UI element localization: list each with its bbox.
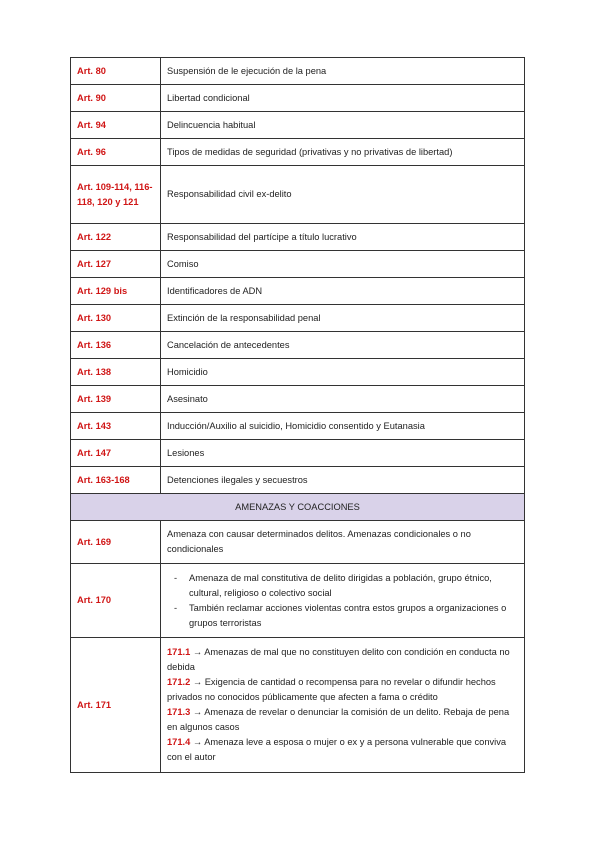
article-number: Art. 130 bbox=[71, 305, 161, 332]
table-row bbox=[71, 251, 525, 278]
article-description bbox=[161, 638, 525, 773]
article-description: Extinción de la responsabilidad penal bbox=[161, 305, 525, 332]
article-number: Art. 96 bbox=[71, 139, 161, 166]
table-row bbox=[71, 413, 525, 440]
table-row bbox=[71, 58, 525, 85]
subarticle-number: 171.1 bbox=[167, 647, 191, 657]
article-description: Cancelación de antecedentes bbox=[161, 332, 525, 359]
article-number: Art. 94 bbox=[71, 112, 161, 139]
table-row bbox=[71, 112, 525, 139]
table-row bbox=[71, 166, 525, 224]
table-row bbox=[71, 139, 525, 166]
article-description bbox=[161, 564, 525, 638]
table-row bbox=[71, 386, 525, 413]
subarticle-number: 171.2 bbox=[167, 677, 191, 687]
table-row bbox=[71, 467, 525, 494]
table-row bbox=[71, 278, 525, 305]
subarticle bbox=[167, 705, 518, 735]
article-number: Art. 122 bbox=[71, 224, 161, 251]
article-description: Responsabilidad civil ex-delito bbox=[161, 166, 525, 224]
article-number: Art. 169 bbox=[71, 521, 161, 564]
subarticle-text: → Amenaza de revelar o denunciar la comisión de un delito. Rebaja de pena en algunos casos bbox=[167, 707, 510, 732]
article-description: Lesiones bbox=[161, 440, 525, 467]
article-description: Libertad condicional bbox=[161, 85, 525, 112]
article-number: Art. 80 bbox=[71, 58, 161, 85]
subarticle-number: 171.3 bbox=[167, 707, 191, 717]
section-header-row bbox=[71, 494, 525, 521]
article-number: Art. 90 bbox=[71, 85, 161, 112]
table-row bbox=[71, 332, 525, 359]
article-description: Identificadores de ADN bbox=[161, 278, 525, 305]
articles-table bbox=[70, 57, 525, 773]
table-row bbox=[71, 359, 525, 386]
table-row bbox=[71, 564, 525, 638]
article-number: Art. 129 bis bbox=[71, 278, 161, 305]
subarticle-text: → Exigencia de cantidad o recompensa para no revelar o difundir hechos privados no conocidos públicamente que afecten a fama o crédito bbox=[167, 677, 496, 702]
subarticle bbox=[167, 675, 518, 705]
article-description: Suspensión de le ejecución de la pena bbox=[161, 58, 525, 85]
table-row bbox=[71, 85, 525, 112]
article-number: Art. 127 bbox=[71, 251, 161, 278]
article-number: Art. 136 bbox=[71, 332, 161, 359]
table-row bbox=[71, 638, 525, 773]
subarticle-number: 171.4 bbox=[167, 737, 191, 747]
table-row bbox=[71, 440, 525, 467]
article-description: Homicidio bbox=[161, 359, 525, 386]
article-description: Comiso bbox=[161, 251, 525, 278]
article-description: Responsabilidad del partícipe a título lucrativo bbox=[161, 224, 525, 251]
article-description: Delincuencia habitual bbox=[161, 112, 525, 139]
article-description: Tipos de medidas de seguridad (privativas y no privativas de libertad) bbox=[161, 139, 525, 166]
subarticle-text: → Amenaza leve a esposa o mujer o ex y a persona vulnerable que conviva con el autor bbox=[167, 737, 507, 762]
article-number: Art. 147 bbox=[71, 440, 161, 467]
table-row bbox=[71, 521, 525, 564]
article-description: Inducción/Auxilio al suicidio, Homicidio consentido y Eutanasia bbox=[161, 413, 525, 440]
section-title: AMENAZAS Y COACCIONES bbox=[71, 494, 525, 521]
subarticle bbox=[167, 645, 518, 675]
table-row bbox=[71, 305, 525, 332]
article-description: Amenaza con causar determinados delitos. Amenazas condicionales o no condicionales bbox=[161, 521, 525, 564]
article-number: Art. 171 bbox=[71, 638, 161, 773]
article-number: Art. 143 bbox=[71, 413, 161, 440]
subarticle bbox=[167, 735, 518, 765]
article-number: Art. 139 bbox=[71, 386, 161, 413]
subarticle-text: → Amenazas de mal que no constituyen delito con condición en conducta no debida bbox=[167, 647, 510, 672]
bullet-item: - También reclamar acciones violentas contra estos grupos a organizaciones o grupos terroristas bbox=[189, 601, 518, 631]
bullet-item: - Amenaza de mal constitutiva de delito dirigidas a población, grupo étnico, cultural, religioso o colectivo social bbox=[189, 571, 518, 601]
table-row bbox=[71, 224, 525, 251]
article-description: Detenciones ilegales y secuestros bbox=[161, 467, 525, 494]
article-number: Art. 138 bbox=[71, 359, 161, 386]
article-number: Art. 170 bbox=[71, 564, 161, 638]
article-number: Art. 109-114, 116-118, 120 y 121 bbox=[71, 166, 161, 224]
article-number: Art. 163-168 bbox=[71, 467, 161, 494]
article-description: Asesinato bbox=[161, 386, 525, 413]
